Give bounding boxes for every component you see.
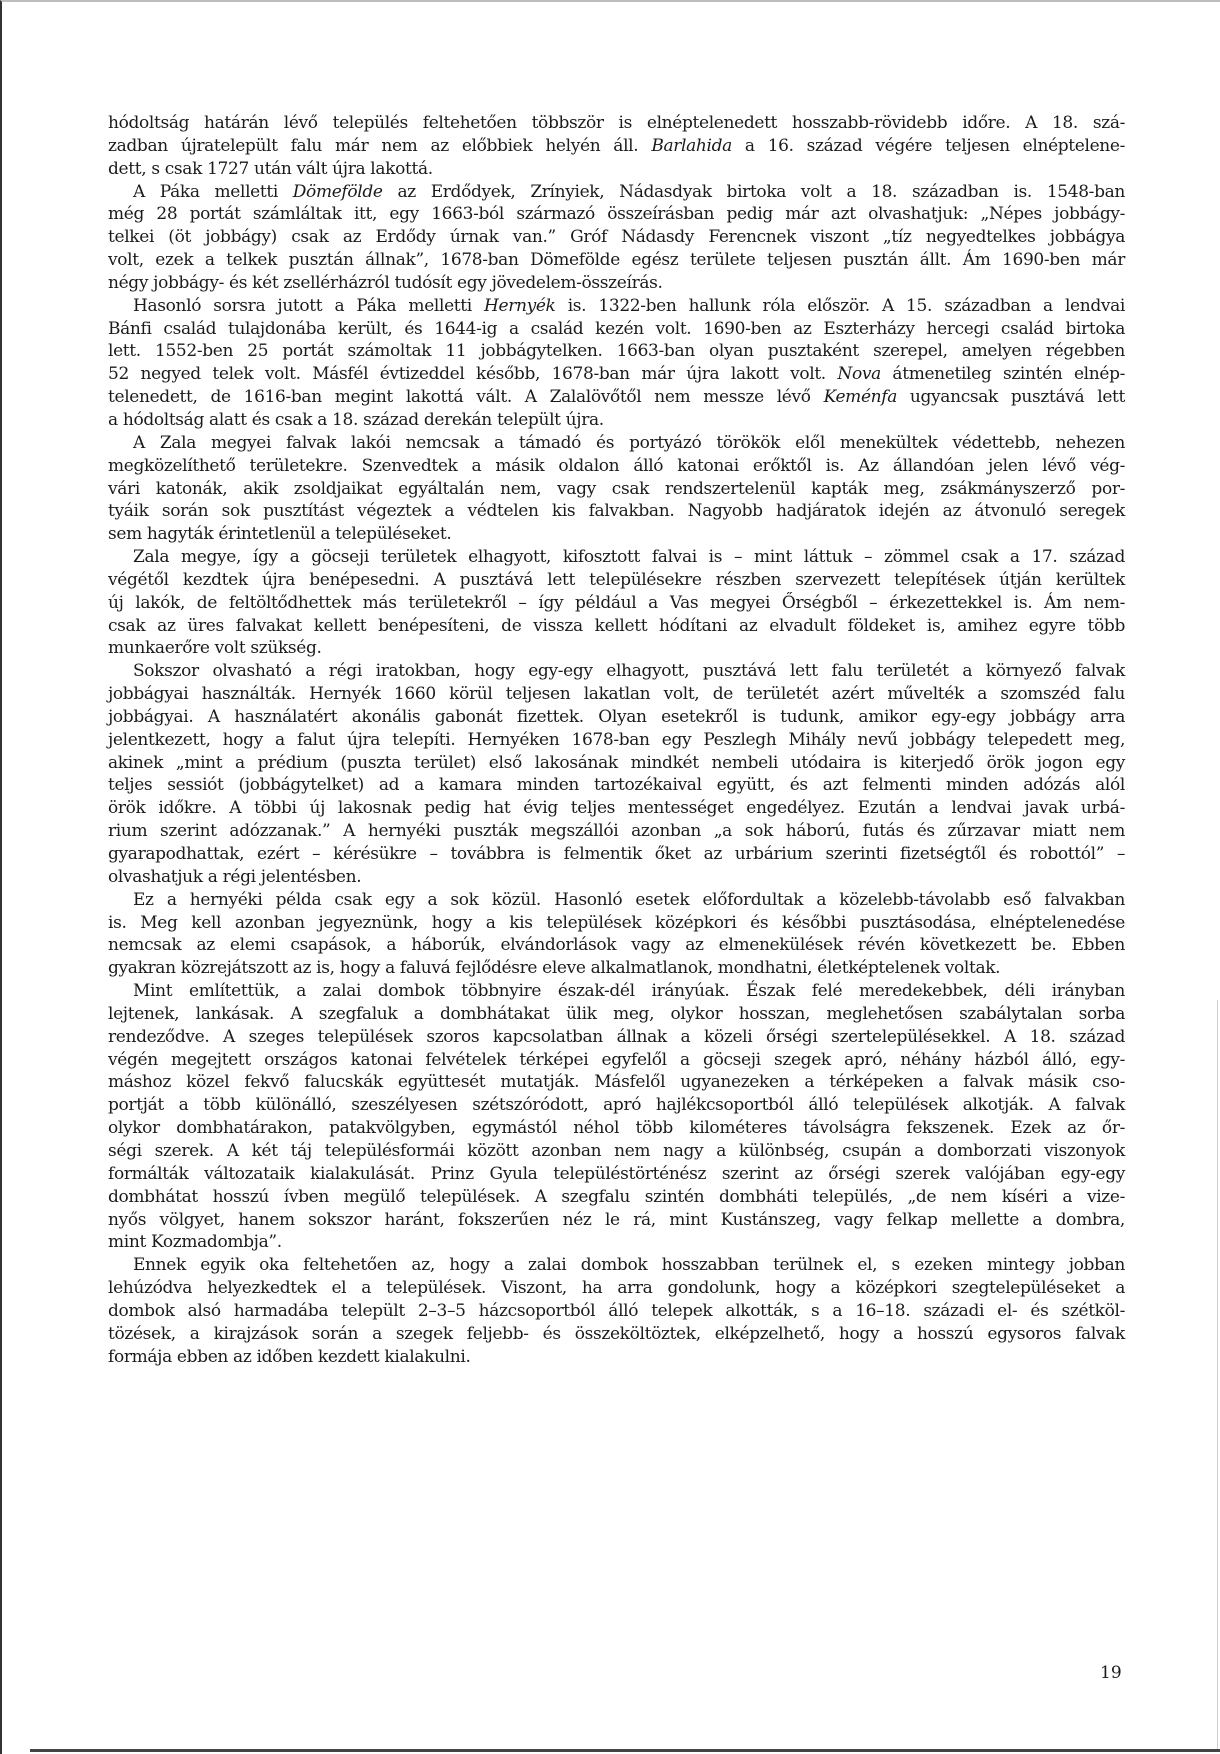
text-line xyxy=(108,637,1125,660)
place-name-italic: Nova xyxy=(837,364,881,385)
text-run: lehúzódva helyezkedtek el a települések. Viszont, ha arra gondolunk, hogy a középkori szegtelepüléseket a xyxy=(108,1278,1125,1299)
text-run: dett, s csak 1727 után vált újra lakottá. xyxy=(108,158,433,179)
text-run: volt, ezek a telkek pusztán állnak”, 1678-ban Dömefölde egész területe teljesen pusztán állt. Ám 1690-ben már xyxy=(108,250,1125,271)
text-line xyxy=(108,1117,1125,1140)
text-run: Ez a hernyéki példa csak egy a sok közül. Hasonló esetek előfordultak a közelebb-távolabb eső falvakban xyxy=(133,889,1125,910)
text-line xyxy=(108,203,1125,226)
text-run: Bánfi család tulajdonába került, és 1644-ig a család kezén volt. 1690-ben az Eszterházy hercegi család birtoka xyxy=(108,318,1125,339)
text-run: jelentkezett, hogy a falut újra telepíti. Hernyéken 1678-ban egy Peszlegh Mihály nevű jobbágy telepedett meg, xyxy=(108,729,1125,750)
text-run: Zala megye, így a göcseji területek elhagyott, kifosztott falvai is – mint láttuk – zömmel csak a 17. század xyxy=(133,547,1125,568)
text-run: új lakók, de feltöltődhettek más területekről – így például a Vas megyei Őrségből – érkezettekkel is. Ám nem- xyxy=(108,592,1125,613)
text-run: zadban újratelepült falu már nem az előbbiek helyén áll. xyxy=(108,135,652,156)
text-run: Hasonló sorsra jutott a Páka melletti xyxy=(133,295,485,316)
text-run: is. 1322-ben hallunk róla először. A 15. században a lendvai xyxy=(555,295,1126,316)
place-name-italic: Hernyék xyxy=(484,295,556,316)
text-line xyxy=(108,1346,1125,1369)
text-line xyxy=(108,797,1125,820)
text-run: telkei (öt jobbágy) csak az Erdődy úrnak van.” Gróf Nádasdy Ferencnek viszont „tíz negyedtelkes jobbágya xyxy=(108,227,1125,248)
body-text xyxy=(108,112,1125,1368)
text-run: nemcsak az elemi csapások, a háborúk, elvándorlások vagy az elmenekülések révén következett be. Ebben xyxy=(108,935,1125,956)
text-run: teljes sessiót (jobbágytelket) ad a kamara minden tartozékaival együtt, és azt felmenti minden adózás alól xyxy=(108,775,1125,796)
text-line xyxy=(108,432,1125,455)
text-line xyxy=(108,135,1125,158)
text-run: négy jobbágy- és két zsellérházról tudósít egy jövedelem-összeírás. xyxy=(108,272,663,293)
text-line xyxy=(108,500,1125,523)
text-run: hódoltság határán lévő település feltehetően többször is elnéptelenedett hosszabb-rövidebb időre. A 18. szá- xyxy=(108,113,1125,133)
text-run: tyáik során sok pusztítást végeztek a védtelen kis falvakban. Nagyobb hadjáratok idején az átvonuló seregek xyxy=(108,501,1125,522)
text-run: átmenetileg szintén elnép- xyxy=(880,364,1125,385)
text-run: portját a több különálló, szeszélyesen szétszóródott, apró hajlékcsoportból álló települések alkotják. A falvak xyxy=(108,1095,1125,1116)
text-line xyxy=(108,1231,1125,1254)
text-line xyxy=(108,272,1125,295)
text-run: lejtenek, lankásak. A szegfaluk a dombhátakat ülik meg, olykor hosszan, meglehetősen szabálytalan sorba xyxy=(108,1003,1125,1024)
text-run: gyarapodhattak, ezért – kérésükre – továbbra is felmentik őket az urbárium szerinti fizetségtől és robottól” – xyxy=(108,844,1125,864)
text-line xyxy=(108,729,1125,752)
text-line xyxy=(108,889,1125,912)
text-line xyxy=(108,683,1125,706)
text-line xyxy=(108,478,1125,501)
text-line xyxy=(108,318,1125,341)
paragraph xyxy=(108,889,1125,980)
text-line xyxy=(108,1163,1125,1186)
text-line xyxy=(108,363,1125,386)
text-run: tözések, a kirajzások során a szegek feljebb- és összeköltöztek, elképzelhető, hogy a hosszú egysoros falvak xyxy=(108,1323,1125,1344)
text-run: csak az üres falvakat kellett benépesíteni, de vissza kellett hódítani az elvadult földeket is, amihez egyre több xyxy=(108,615,1125,636)
place-name-italic: Barlahida xyxy=(651,135,732,156)
paragraph xyxy=(108,295,1125,432)
text-line xyxy=(108,660,1125,683)
page-edge-bottom xyxy=(30,1749,1220,1752)
text-line xyxy=(108,843,1125,866)
text-line xyxy=(108,523,1125,546)
text-run: a hódoltság alatt és csak a 18. század derekán települt újra. xyxy=(108,409,604,430)
text-run: végétől kezdtek újra benépesedni. A pusztává lett településekre részben szervezett telepítések útján kerültek xyxy=(108,569,1125,590)
text-line xyxy=(108,1254,1125,1277)
text-line xyxy=(108,340,1125,363)
text-run: 52 negyed telek volt. Másfél évtizeddel később, 1678-ban már újra lakott volt. xyxy=(108,364,838,385)
text-run: akinek „mint a prédium (puszta terület) első lakosának mindkét nembeli utódaira is kiterjedő örök jogon egy xyxy=(108,752,1125,773)
text-run: jobbágyai használták. Hernyék 1660 körül teljesen lakatlan volt, de területét azért művelték a szomszéd falu xyxy=(108,684,1125,705)
text-run: sem hagyták érintetlenül a településeket. xyxy=(108,524,452,545)
text-run: munkaerőre volt szükség. xyxy=(108,638,322,659)
text-line xyxy=(108,181,1125,204)
text-run: még 28 portát számláltak itt, egy 1663-ból származó összeírásban pedig már azt olvashatjuk: „Népes jobbágy- xyxy=(108,204,1125,225)
text-line xyxy=(108,386,1125,409)
text-line xyxy=(108,706,1125,729)
paragraph xyxy=(108,1254,1125,1368)
text-run: lett. 1552-ben 25 portát számoltak 11 jobbágytelken. 1663-ban olyan pusztaként szerepel, amelyen régebben xyxy=(108,341,1125,362)
text-line xyxy=(108,774,1125,797)
text-line xyxy=(108,752,1125,775)
text-run: mint Kozmadombja”. xyxy=(108,1232,282,1253)
paragraph xyxy=(108,432,1125,546)
text-run: formája ebben az időben kezdett kialakulni. xyxy=(108,1346,471,1367)
text-run: nyős völgyet, hanem sokszor haránt, fokszerűen néz le rá, mint Kustánszeg, vagy felkap mellette a dombra, xyxy=(108,1209,1125,1230)
text-run: dombhátat hosszú ívben megülő települések. A szegfalu szintén dombháti település, „de nem kíséri a vize- xyxy=(108,1186,1125,1207)
text-line xyxy=(108,1094,1125,1117)
text-run: dombok alsó harmadába települt 2–3–5 házcsoportból álló telepek alkották, s a 16–18. századi el- és szétköl- xyxy=(108,1300,1125,1321)
text-line xyxy=(108,1026,1125,1049)
text-run: jobbágyai. A használatért akonális gabonát fizettek. Olyan esetekről is tudunk, amikor egy-egy jobbágy arra xyxy=(108,706,1125,727)
text-run: A Páka melletti xyxy=(133,181,293,202)
text-line xyxy=(108,158,1125,181)
text-line xyxy=(108,1140,1125,1163)
text-run: ugyancsak pusztává lett xyxy=(897,387,1125,408)
text-line xyxy=(108,1003,1125,1026)
text-line xyxy=(108,295,1125,318)
text-line xyxy=(108,1323,1125,1346)
page-number: 19 xyxy=(1100,1663,1122,1683)
text-line xyxy=(108,957,1125,980)
text-line xyxy=(108,409,1125,432)
text-line xyxy=(108,226,1125,249)
text-run: olykor dombhatárakon, patakvölgyben, egymástól néhol több kilométeres távolságra fekszenek. Ezek az őr- xyxy=(108,1118,1125,1139)
text-line xyxy=(108,980,1125,1003)
place-name-italic: Dömefölde xyxy=(292,181,383,202)
text-line xyxy=(108,546,1125,569)
text-run: megközelíthető területekre. Szenvedtek a másik oldalon álló katonai erőktől is. Az állandóan jelen lévő vég- xyxy=(108,455,1125,476)
text-run: rium szerint adózzanak.” A hernyéki puszták megszállói azonban „a sok háború, futás és zűrzavar miatt nem xyxy=(108,821,1125,842)
text-line xyxy=(108,569,1125,592)
text-run: végén megejtett országos katonai felvételek térképei egyfelől a göcseji szegek apró, néhány házból álló, egy- xyxy=(108,1049,1125,1070)
text-run: olvashatjuk a régi jelentésben. xyxy=(108,866,362,887)
text-run: telenedett, de 1616-ban megint lakottá vált. A Zalalövőtől nem messze lévő xyxy=(108,387,824,408)
text-run: Mint említettük, a zalai dombok többnyire észak-dél irányúak. Észak felé meredekebbek, déli irányban xyxy=(133,981,1125,1002)
text-run: vári katonák, akik zsoldjaikat egyáltalán nem, vagy csak rendszertelenül kapták meg, zsákmányszerző por- xyxy=(108,478,1125,499)
page-edge-right xyxy=(1217,1000,1218,1750)
text-line xyxy=(108,1186,1125,1209)
text-run: Ennek egyik oka feltehetően az, hogy a zalai dombok hosszabban terülnek el, s ezeken mintegy jobban xyxy=(133,1255,1125,1276)
text-run: máshoz közel fekvő falucskák együttesét mutatják. Másfelől ugyanezeken a térképeken a falvak másik cso- xyxy=(108,1072,1125,1093)
text-line xyxy=(108,912,1125,935)
text-run: örök időkre. A többi új lakosnak pedig hat évig teljes mentességet engedélyez. Ezután a lendvai javak urbá- xyxy=(108,798,1125,819)
text-line xyxy=(108,455,1125,478)
paragraph xyxy=(108,980,1125,1254)
text-line xyxy=(108,249,1125,272)
text-run: gyakran közrejátszott az is, hogy a faluvá fejlődésre eleve alkalmatlanok, mondhatni, életképtelenek voltak. xyxy=(108,958,1001,979)
text-line xyxy=(108,592,1125,615)
paragraph xyxy=(108,181,1125,295)
text-line xyxy=(108,112,1125,135)
place-name-italic: Keménfa xyxy=(823,387,897,408)
text-line xyxy=(108,820,1125,843)
text-line xyxy=(108,866,1125,889)
text-line xyxy=(108,1300,1125,1323)
text-run: Sokszor olvasható a régi iratokban, hogy egy-egy elhagyott, pusztává lett falu területét a környező falvak xyxy=(133,661,1125,682)
text-run: az Erdődyek, Zrínyiek, Nádasdyak birtoka volt a 18. században is. 1548-ban xyxy=(382,181,1125,202)
text-run: ségi szerek. A két táj településformái között azonban nem nagy a különbség, csupán a domborzati viszonyok xyxy=(108,1140,1125,1161)
text-run: rendeződve. A szeges települések szoros kapcsolatban állnak a közeli őrségi szertelepülésekkel. A 18. század xyxy=(108,1026,1125,1047)
paragraph xyxy=(108,546,1125,660)
text-line xyxy=(108,1049,1125,1072)
text-line xyxy=(108,1277,1125,1300)
text-run: is. Meg kell azonban jegyeznünk, hogy a kis települések középkori és későbbi pusztásodása, elnéptelenedése xyxy=(108,912,1125,933)
text-line xyxy=(108,934,1125,957)
text-line xyxy=(108,1071,1125,1094)
paragraph xyxy=(108,112,1125,181)
text-run: a 16. század végére teljesen elnéptelene- xyxy=(731,135,1125,156)
text-line xyxy=(108,1209,1125,1232)
text-line xyxy=(108,615,1125,638)
text-run: A Zala megyei falvak lakói nemcsak a támadó és portyázó törökök elől menekültek védettebb, nehezen xyxy=(133,432,1125,453)
paragraph xyxy=(108,660,1125,888)
text-run: formálták változataik kialakulását. Prinz Gyula településtörténész szerint az őrségi szerek valójában egy-egy xyxy=(108,1163,1125,1184)
